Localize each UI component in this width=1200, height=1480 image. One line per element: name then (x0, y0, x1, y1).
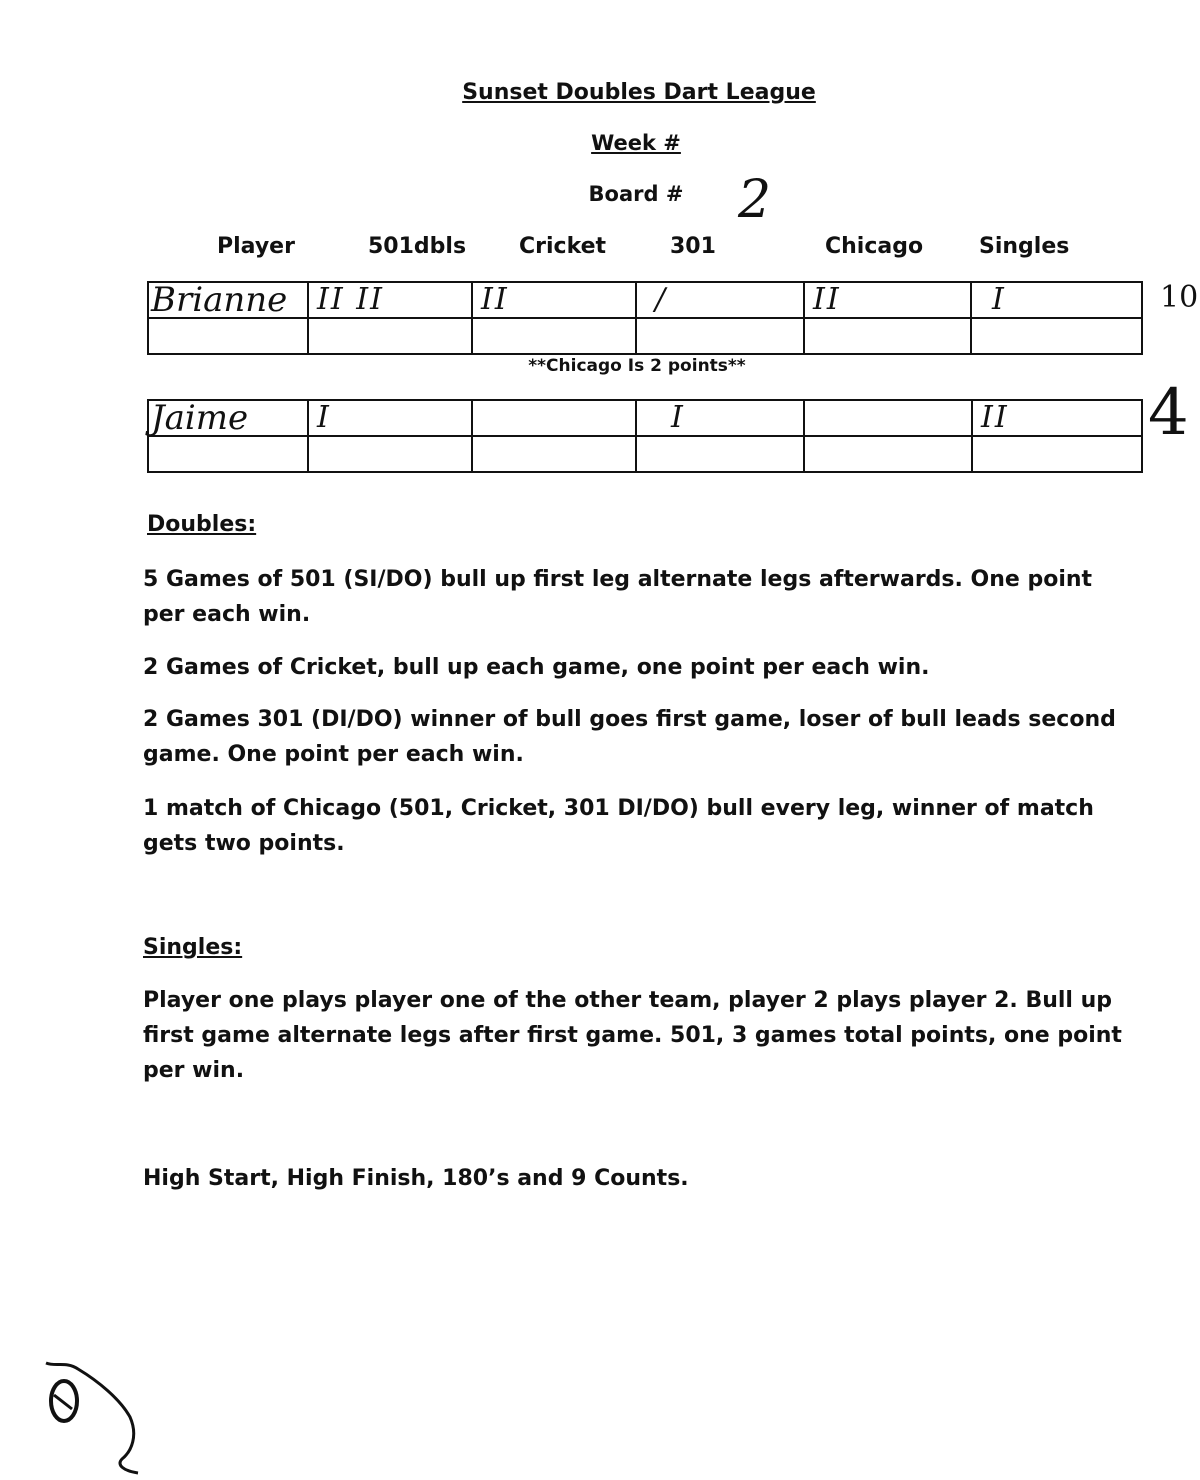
team1-singles-cell[interactable] (971, 282, 1142, 318)
team2-player-name: Jaime (151, 398, 249, 438)
board-label: Board # (588, 182, 684, 206)
col-singles: Singles (979, 234, 1070, 259)
team1-row-2 (148, 318, 1142, 354)
team2-score-table (147, 399, 1143, 473)
team1-301-cell[interactable] (636, 282, 804, 318)
col-501dbls: 501dbls (368, 234, 467, 259)
doubles-rule-501: 5 Games of 501 (SI/DO) bull up first leg alternate legs afterwards. One point per each win. (143, 567, 1093, 627)
team1-player2-cell[interactable] (148, 318, 308, 354)
team2-row-2 (148, 436, 1142, 472)
team1-501dbls-cell[interactable] (308, 282, 472, 318)
team1-cricket-cell[interactable] (472, 282, 636, 318)
team2-row-1 (148, 400, 1142, 436)
corner-scribble-drawing (38, 1355, 168, 1480)
footer-note: High Start, High Finish, 180’s and 9 Counts. (143, 1166, 689, 1191)
doubles-heading: Doubles: (147, 512, 257, 537)
team1-501dbls-cell-2[interactable] (308, 318, 472, 354)
team1-player-name: Brianne (151, 280, 288, 320)
team2-301-marks: I (671, 400, 685, 435)
team2-501dbls-cell-2[interactable] (308, 436, 472, 472)
team2-cricket-cell-2[interactable] (472, 436, 636, 472)
team2-cricket-cell[interactable] (472, 400, 636, 436)
team2-player2-cell[interactable] (148, 436, 308, 472)
league-title: Sunset Doubles Dart League (462, 80, 816, 105)
singles-rule: Player one plays player one of the other team, player 2 plays player 2. Bull up first game alternate legs after first game. 501, 3 games total points, one point per win. (143, 988, 1122, 1083)
singles-heading: Singles: (143, 935, 243, 960)
team1-total: 10 (1160, 280, 1199, 315)
col-301: 301 (670, 234, 716, 259)
team2-chicago-cell[interactable] (804, 400, 972, 436)
team1-player-cell[interactable] (148, 282, 308, 318)
team2-501dbls-marks: I (317, 400, 331, 435)
team2-singles-cell[interactable] (972, 400, 1142, 436)
team1-chicago-cell-2[interactable] (804, 318, 971, 354)
doubles-rule-chicago: 1 match of Chicago (501, Cricket, 301 DI/DO) bull every leg, winner of match gets two points. (143, 796, 1094, 856)
board-number-handwritten: 2 (738, 170, 772, 230)
team1-singles-cell-2[interactable] (971, 318, 1142, 354)
doubles-rule-301: 2 Games 301 (DI/DO) winner of bull goes first game, loser of bull leads second game. One point per each win. (143, 707, 1116, 767)
team1-chicago-marks: II (813, 282, 841, 317)
team2-singles-marks: II (981, 400, 1009, 435)
col-player: Player (217, 234, 295, 259)
team1-score-table (147, 281, 1143, 355)
team2-total: 4 (1148, 376, 1189, 450)
team1-501dbls-marks: II II (317, 282, 384, 317)
doubles-rule-cricket: 2 Games of Cricket, bull up each game, one point per each win. (143, 655, 930, 680)
col-cricket: Cricket (519, 234, 607, 259)
team2-player-cell[interactable] (148, 400, 308, 436)
team1-singles-marks: I (992, 282, 1006, 317)
team1-301-marks: / (655, 282, 668, 317)
team1-row-1 (148, 282, 1142, 318)
chicago-note: **Chicago Is 2 points** (528, 356, 746, 376)
team1-cricket-marks: II (481, 282, 509, 317)
team2-301-cell[interactable] (636, 400, 804, 436)
team1-chicago-cell[interactable] (804, 282, 971, 318)
team1-301-cell-2[interactable] (636, 318, 804, 354)
team2-singles-cell-2[interactable] (972, 436, 1142, 472)
week-label: Week # (591, 131, 681, 155)
col-chicago: Chicago (825, 234, 924, 259)
team2-chicago-cell-2[interactable] (804, 436, 972, 472)
team1-cricket-cell-2[interactable] (472, 318, 636, 354)
team2-501dbls-cell[interactable] (308, 400, 472, 436)
team2-301-cell-2[interactable] (636, 436, 804, 472)
